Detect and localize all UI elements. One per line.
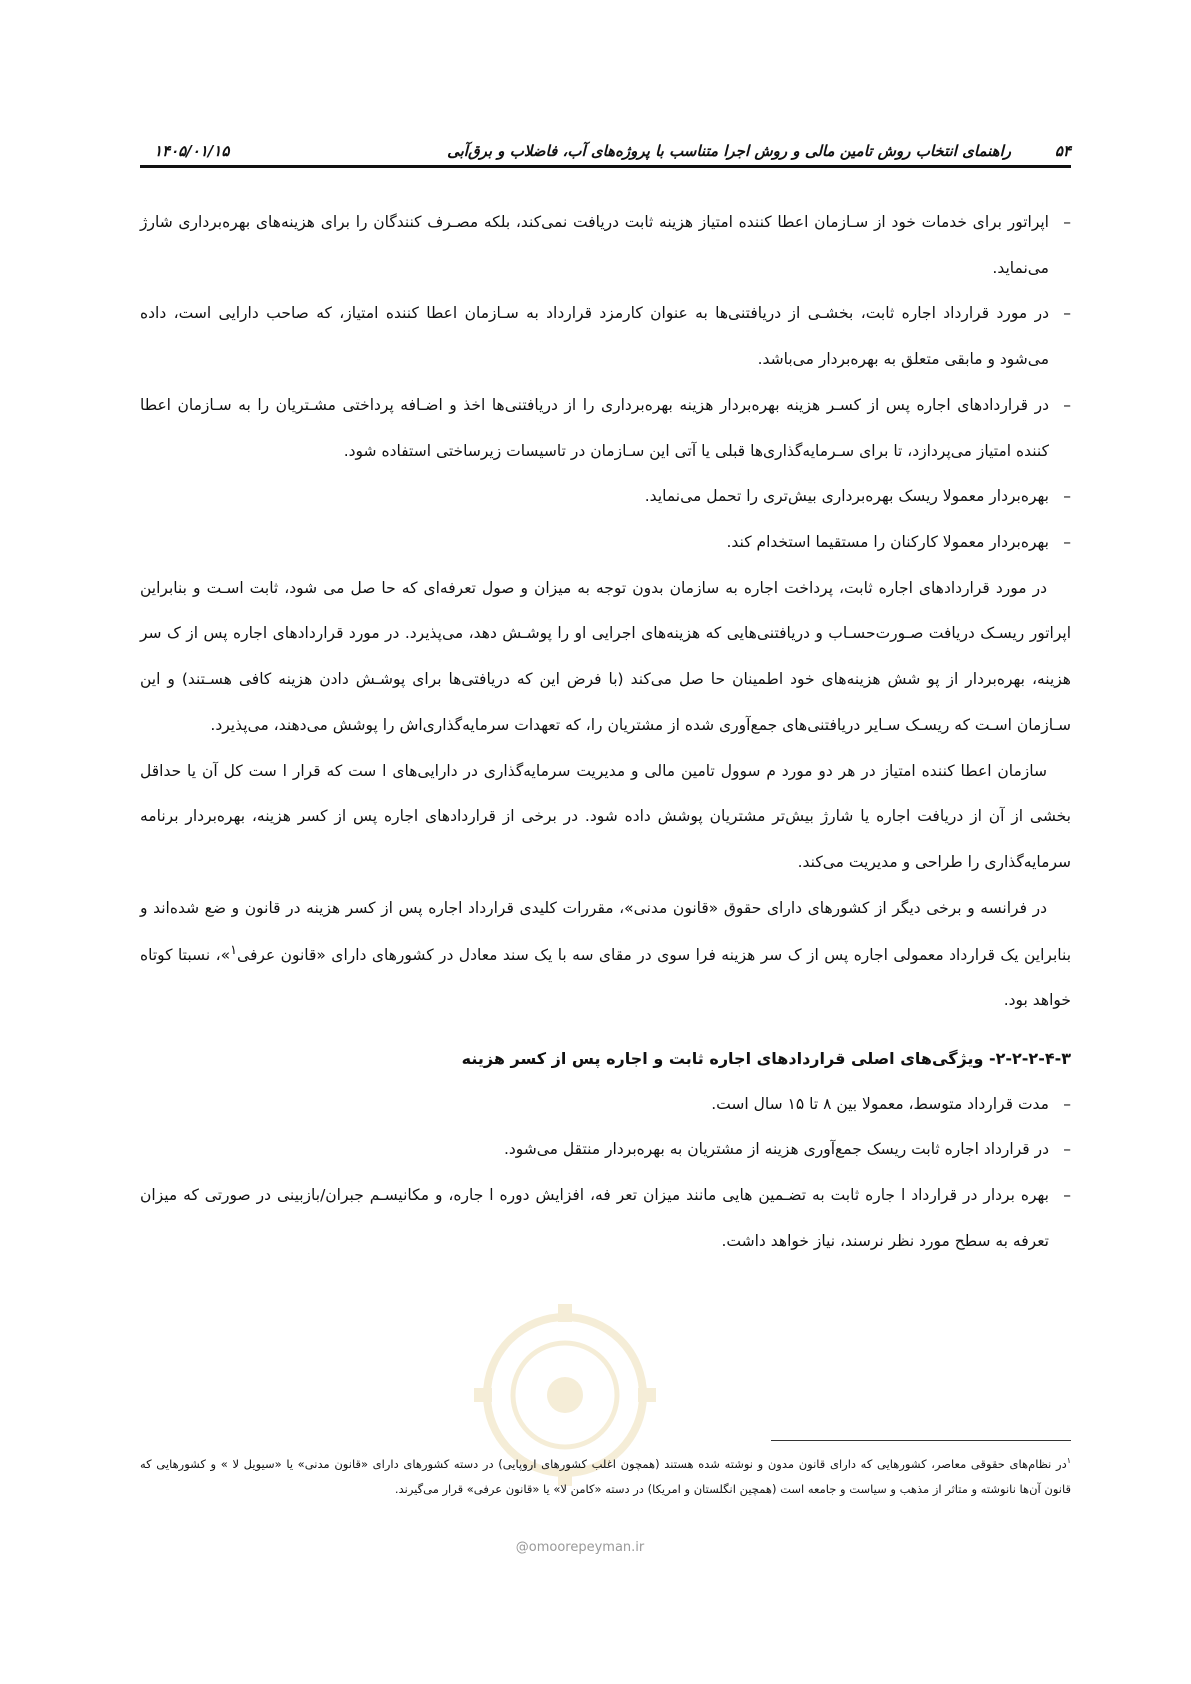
footnote-marker: ۱	[1066, 1456, 1071, 1466]
list-item: – در قرارداد اجاره ثابت ریسک جمع‌آوری هزینه از مشتریان به بهره‌بردار منتقل می‌شود.	[140, 1127, 1071, 1173]
paragraph: سازمان اعطا کننده امتیاز در هر دو مورد م سوول تامین مالی و مدیریت سرمایه‌گذاری در دارایی‌های ا ست که قرار ا ست کل آن یا حداقل بخشی از آن از دریافت اجاره یا شارژ بیش‌تر مشتریان پوشش داده شود. در برخی از قراردادهای اجاره پس از کسر هزینه، بهره‌بردار برنامه سرمایه‌گذاری را طراحی و مدیریت می‌کند.	[140, 761, 1071, 872]
list-item: – بهره‌بردار معمولا ریسک بهره‌برداری بیش‌تری را تحمل می‌نماید.	[140, 474, 1071, 520]
footnote-reference[interactable]: ۱	[230, 942, 238, 958]
paragraph-text-tail: »، نسبتا کوتاه خواهد بود.	[140, 945, 1071, 1010]
page-number: ۵۴	[1054, 142, 1071, 160]
paragraph	[140, 886, 1071, 1024]
footnote	[140, 1452, 1071, 1501]
list-item: – اپراتور برای خدمات خود از سـازمان اعطا کننده امتیاز هزینه ثابت دریافت نمی‌کند، بلکه مصـرف کنندگان را برای هزینه‌های بهره‌برداری شارژ می‌نماید.	[140, 200, 1071, 291]
footnote-rule	[771, 1440, 1071, 1441]
list-item: – در قراردادهای اجاره پس از کسـر هزینه بهره‌بردار هزینه بهره‌برداری را از دریافتنی‌ها اخذ و اضـافه پرداختی مشـتریان را به سـازمان اعطا کننده امتیاز می‌پردازد، تا برای سـرمایه‌گذاری‌ها قبلی یا آتی این سـازمان در تاسیسات زیرساختی استفاده شود.	[140, 383, 1071, 474]
main-content	[140, 200, 1071, 1265]
section-heading: ۲-۲-۲-۴-۳- ویژگی‌های اصلی قراردادهای اجاره ثابت و اجاره پس از کسر هزینه	[461, 1049, 1071, 1069]
header-date: ۱۴۰۵/۰۱/۱۵	[154, 142, 230, 160]
list-item: – بهره‌بردار معمولا کارکنان را مستقیما استخدام کند.	[140, 520, 1071, 566]
footnote-text: در نظام‌های حقوقی معاصر، کشورهایی که دارای قانون مدون و نوشته شده هستند (همچون اغلب کشورهای اروپایی) در دسته کشورهای دارای «قانون مدنی» یا «سیویل لا » و کشورهایی که قانون آن‌ها نانوشته و متاثر از مذهب و سیاست و جامعه است (همچین انگلستان و امریکا) در دسته «کامن لا» یا «قانون عرفی» قرار می‌گیرند.	[140, 1457, 1071, 1496]
list-item: – مدت قرارداد متوسط، معمولا بین ۸ تا ۱۵ سال است.	[140, 1082, 1071, 1128]
paragraph-text: در فرانسه و برخی دیگر از کشورهای دارای حقوق «قانون مدنی»، مقررات کلیدی قرارداد اجاره پس از کسر هزینه در قانون و ضع شده‌اند و بنابراین یک قرارداد معمولی اجاره پس از ک سر هزینه فرا سوی در مقای سه با یک سند معادل در کشورهای دارای «قانون عرفی	[140, 898, 1072, 964]
watermark-text: @omoorepeyman.ir	[515, 1540, 645, 1555]
header-title: راهنمای انتخاب روش تامین مالی و روش اجرا متناسب با پروژه‌های آب، فاضلاب و برق‌آبی	[447, 142, 1011, 160]
list-item: – بهره بردار در قرارداد ا جاره ثابت به تضـمین هایی مانند میزان تعر فه، افزایش دوره ا جاره، و مکانیسـم جبران/بازبینی در صورتی که میزان تعرفه به سطح مورد نظر نرسند، نیاز خواهد داشت.	[140, 1173, 1071, 1264]
bullet-list-1	[140, 200, 1071, 566]
page-header	[140, 128, 1071, 160]
paragraph: در مورد قراردادهای اجاره ثابت، پرداخت اجاره به سازمان بدون توجه به میزان و صول تعرفه‌ای که حا صل می شود، ثابت اسـت و بنابراین اپراتور ریسـک دریافت صـورت‌حسـاب و دریافتنی‌هایی که هزینه‌های اجرایی او را پوشـش دهد، می‌پذیرد. در مورد قراردادهای اجاره پس از ک سر هزینه، بهره‌بردار از پو شش هزینه‌های خود اطمینان حا صل می‌کند (با فرض این که دریافتی‌ها برای پوشـش دادن هزینه کافی هسـتند) و این سـازمان اسـت که ریسـک سـایر دریافتنی‌های جمع‌آوری شده از مشتریان را، که تعهدات سرمایه‌گذاری‌اش را پوشش می‌دهند، می‌پذیرد.	[140, 578, 1071, 734]
bullet-list-2	[140, 1082, 1071, 1265]
header-rule	[140, 165, 1071, 168]
list-item: – در مورد قرارداد اجاره ثابت، بخشـی از دریافتنی‌ها به عنوان کارمزد قرارداد به سـازمان اعطا کننده امتیاز، که صاحب دارایی است، داده می‌شود و مابقی متعلق به بهره‌بردار می‌باشد.	[140, 291, 1071, 382]
